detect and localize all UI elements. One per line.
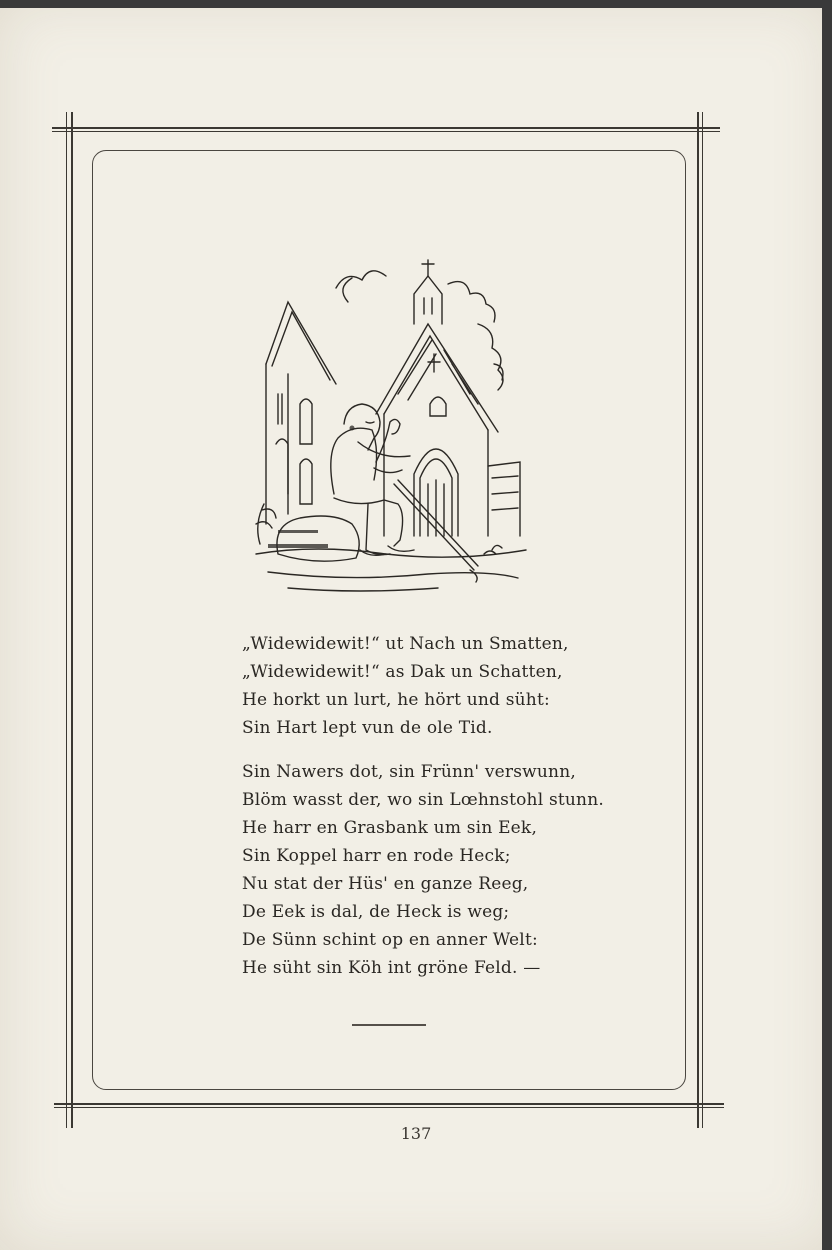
end-ornament-rule xyxy=(352,1024,426,1026)
poem-line: Sin Nawers dot, sin Frünn' verswunn, xyxy=(242,762,576,782)
left-rule-outer xyxy=(66,112,67,1128)
poem-line: Nu stat der Hüs' en ganze Reeg, xyxy=(242,874,529,894)
poem-line: De Sünn schint op en anner Welt: xyxy=(242,930,538,950)
poem-line: „Widewidewit!“ as Dak un Schatten, xyxy=(242,662,563,682)
chapel-engraving xyxy=(248,254,538,600)
right-rule-outer xyxy=(697,112,699,1128)
top-rule-inner xyxy=(52,131,720,132)
poem-line: Blöm wasst der, wo sin Lœhnstohl stunn. xyxy=(242,790,604,810)
poem xyxy=(242,630,622,998)
top-rule-outer xyxy=(52,127,720,129)
scan-edge-top xyxy=(0,0,832,8)
left-rule-inner xyxy=(71,112,73,1128)
bottom-rule-outer xyxy=(54,1103,724,1105)
stanza-1 xyxy=(242,630,622,742)
bottom-rule-inner xyxy=(54,1107,724,1108)
poem-line: He süht sin Köh int gröne Feld. — xyxy=(242,958,541,978)
poem-line: He harr en Grasbank um sin Eek, xyxy=(242,818,538,838)
poem-line: De Eek is dal, de Heck is weg; xyxy=(242,902,510,922)
scan-edge-right xyxy=(822,0,832,1250)
poem-line: Sin Koppel harr en rode Heck; xyxy=(242,846,511,866)
poem-line: He horkt un lurt, he hört und süht: xyxy=(242,690,550,710)
page-number: 137 xyxy=(400,1124,432,1143)
right-rule-inner xyxy=(702,112,703,1128)
poem-line: Sin Hart lept vun de ole Tid. xyxy=(242,718,493,738)
stanza-2 xyxy=(242,758,622,982)
poem-line: „Widewidewit!“ ut Nach un Smatten, xyxy=(242,634,569,654)
